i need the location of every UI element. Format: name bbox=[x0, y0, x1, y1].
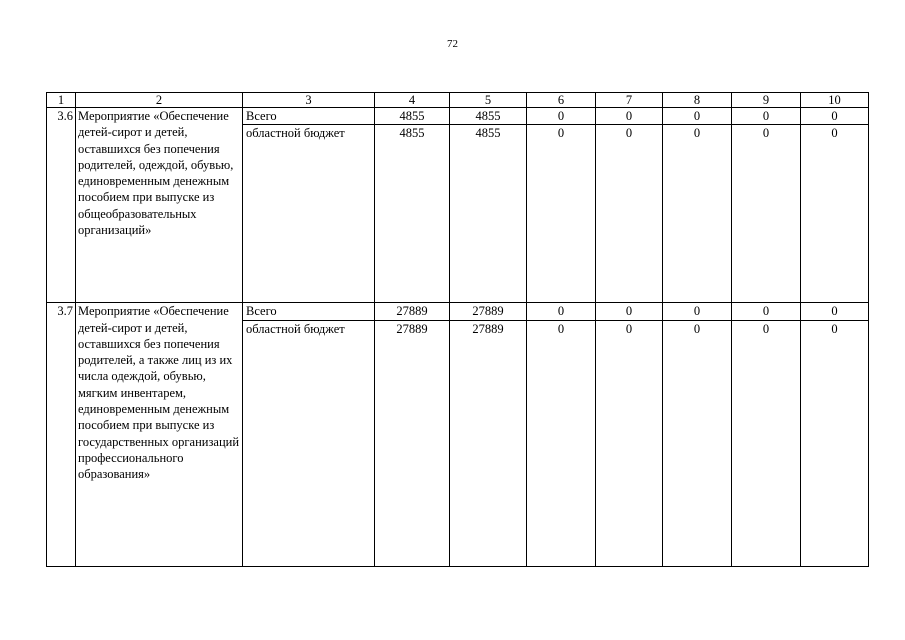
funding-source: Всего bbox=[243, 108, 375, 125]
column-header: 5 bbox=[450, 93, 527, 108]
table-header-row bbox=[47, 93, 869, 108]
value-cell: 27889 bbox=[450, 303, 527, 320]
column-header: 8 bbox=[663, 93, 732, 108]
column-header: 7 bbox=[596, 93, 663, 108]
column-header: 4 bbox=[375, 93, 450, 108]
column-header: 6 bbox=[527, 93, 596, 108]
value-cell: 0 bbox=[663, 320, 732, 566]
measure-description: Мероприятие «Обеспечение детей-сирот и детей, оставшихся без попечения родителей, одеждой, обувью, единовременным денежным пособием при выпуске из общеобразовательных организаций» bbox=[76, 108, 243, 303]
budget-table bbox=[46, 92, 869, 567]
value-cell: 0 bbox=[801, 125, 869, 303]
value-cell: 0 bbox=[801, 303, 869, 320]
column-header: 1 bbox=[47, 93, 76, 108]
value-cell: 0 bbox=[596, 108, 663, 125]
value-cell: 0 bbox=[801, 108, 869, 125]
value-cell: 0 bbox=[732, 108, 801, 125]
value-cell: 0 bbox=[527, 108, 596, 125]
value-cell: 0 bbox=[527, 303, 596, 320]
value-cell: 0 bbox=[663, 108, 732, 125]
value-cell: 4855 bbox=[375, 125, 450, 303]
value-cell: 0 bbox=[663, 125, 732, 303]
column-header: 10 bbox=[801, 93, 869, 108]
value-cell: 4855 bbox=[450, 125, 527, 303]
value-cell: 0 bbox=[732, 303, 801, 320]
value-cell: 0 bbox=[527, 320, 596, 566]
value-cell: 0 bbox=[527, 125, 596, 303]
page-number: 72 bbox=[447, 38, 458, 50]
funding-source: областной бюджет bbox=[243, 125, 375, 303]
value-cell: 0 bbox=[732, 320, 801, 566]
value-cell: 0 bbox=[596, 303, 663, 320]
column-header: 9 bbox=[732, 93, 801, 108]
value-cell: 0 bbox=[663, 303, 732, 320]
value-cell: 27889 bbox=[375, 303, 450, 320]
value-cell: 0 bbox=[596, 320, 663, 566]
measure-description: Мероприятие «Обеспечение детей-сирот и детей, оставшихся без попечения родителей, а также лиц из их числа одеждой, обувью, мягким инвентарем, единовременным денежным пособием при выпуске из государственных организаций профессионального образования» bbox=[76, 303, 243, 566]
funding-source: Всего bbox=[243, 303, 375, 320]
row-number: 3.7 bbox=[47, 303, 76, 566]
value-cell: 0 bbox=[596, 125, 663, 303]
value-cell: 4855 bbox=[375, 108, 450, 125]
table-row bbox=[47, 303, 869, 320]
column-header: 2 bbox=[76, 93, 243, 108]
value-cell: 4855 bbox=[450, 108, 527, 125]
column-header: 3 bbox=[243, 93, 375, 108]
value-cell: 0 bbox=[732, 125, 801, 303]
funding-source: областной бюджет bbox=[243, 320, 375, 566]
table-row bbox=[47, 108, 869, 125]
value-cell: 0 bbox=[801, 320, 869, 566]
value-cell: 27889 bbox=[375, 320, 450, 566]
value-cell: 27889 bbox=[450, 320, 527, 566]
row-number: 3.6 bbox=[47, 108, 76, 303]
